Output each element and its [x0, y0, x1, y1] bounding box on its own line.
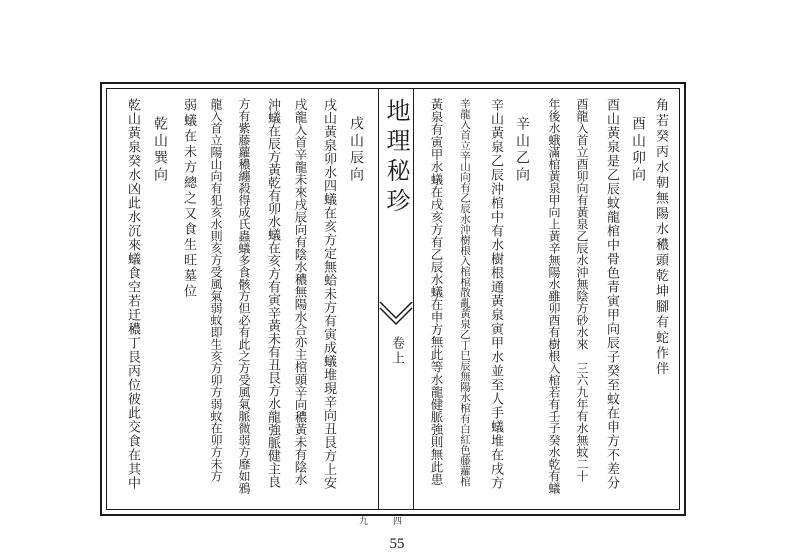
- section-heading: 酉山卯向: [630, 116, 646, 184]
- section-heading: 乾山巽向: [152, 116, 168, 184]
- text-column: 龍入首立陽山向有犯亥水則亥方受風氣弱蚊即生亥方卯方弱蚊在卯方未方: [209, 98, 223, 482]
- spine-page-number: 四九: [357, 516, 401, 525]
- text-column: 方有紫藤蘿穠纏殺得成氏蟲蟻多食骸方但必有此之方受風氣脈微弱方靡如鴉: [237, 98, 251, 494]
- text-column: 戌龍入首辛龍未來戌辰向有陰水穠無陽水合亦主棺頭辛向穠黃未有陰水: [293, 98, 308, 486]
- text-column: 辛龍入首立辛山向有乙辰水沖樹根入棺棺散亂黃泉乙丁巳辰無陽水棺有白紅色藤蘿棺: [459, 98, 471, 487]
- text-column: 沖蟻在辰方黃乾有卯水蟻在亥方有寅辛黃未有丑艮方水龍強脈健主良: [265, 98, 280, 488]
- text-column: 酉山黃泉是乙辰蚊龍棺中骨色青寅甲向辰子癸至蚊在申方不差分: [604, 98, 619, 490]
- text-column: 年後水蛾滿棺黃泉甲向上黃辛無陽水雖卯酉有樹根入棺若有壬子癸水乾有蟻: [547, 98, 561, 494]
- text-column: 黃泉有寅甲水蟻在戌亥方有乙辰水蟻在申方無此等水龍健脈強則無此患: [429, 98, 444, 486]
- spine-title: 地理秘珍: [382, 98, 410, 218]
- page-number: 55: [389, 536, 405, 552]
- section-heading: 戌山辰向: [348, 116, 364, 184]
- text-column: 弱蟻在未方總之又食生旺墓位: [181, 98, 196, 300]
- book-spine: [357, 88, 414, 525]
- text-column: 辛山黃泉乙辰沖棺中有水樹根通黃泉寅甲水並至人手蟻堆在戌方: [488, 98, 503, 490]
- text-column: 戌山黃泉卯水四蟻在亥方定無蛤未方有寅成蟻堆現辛向丑艮方上安: [321, 98, 336, 490]
- section-heading: 辛山乙向: [514, 116, 530, 184]
- text-column: 酉龍入首立酉卯向有黃泉乙辰水沖無陰方砂水來 三六九年有水無蚊二十: [575, 98, 589, 482]
- spine-volume: 卷上: [389, 336, 404, 366]
- text-column: 乾山黃泉癸水凶此水沉來蟻食空若迁穠丁艮丙位彼此交食在其中: [125, 98, 140, 490]
- text-column: 角若癸丙水朝無陽水穠頭乾坤腳有蛇作伴: [653, 98, 668, 377]
- fishtail-ornament-icon: [379, 298, 413, 332]
